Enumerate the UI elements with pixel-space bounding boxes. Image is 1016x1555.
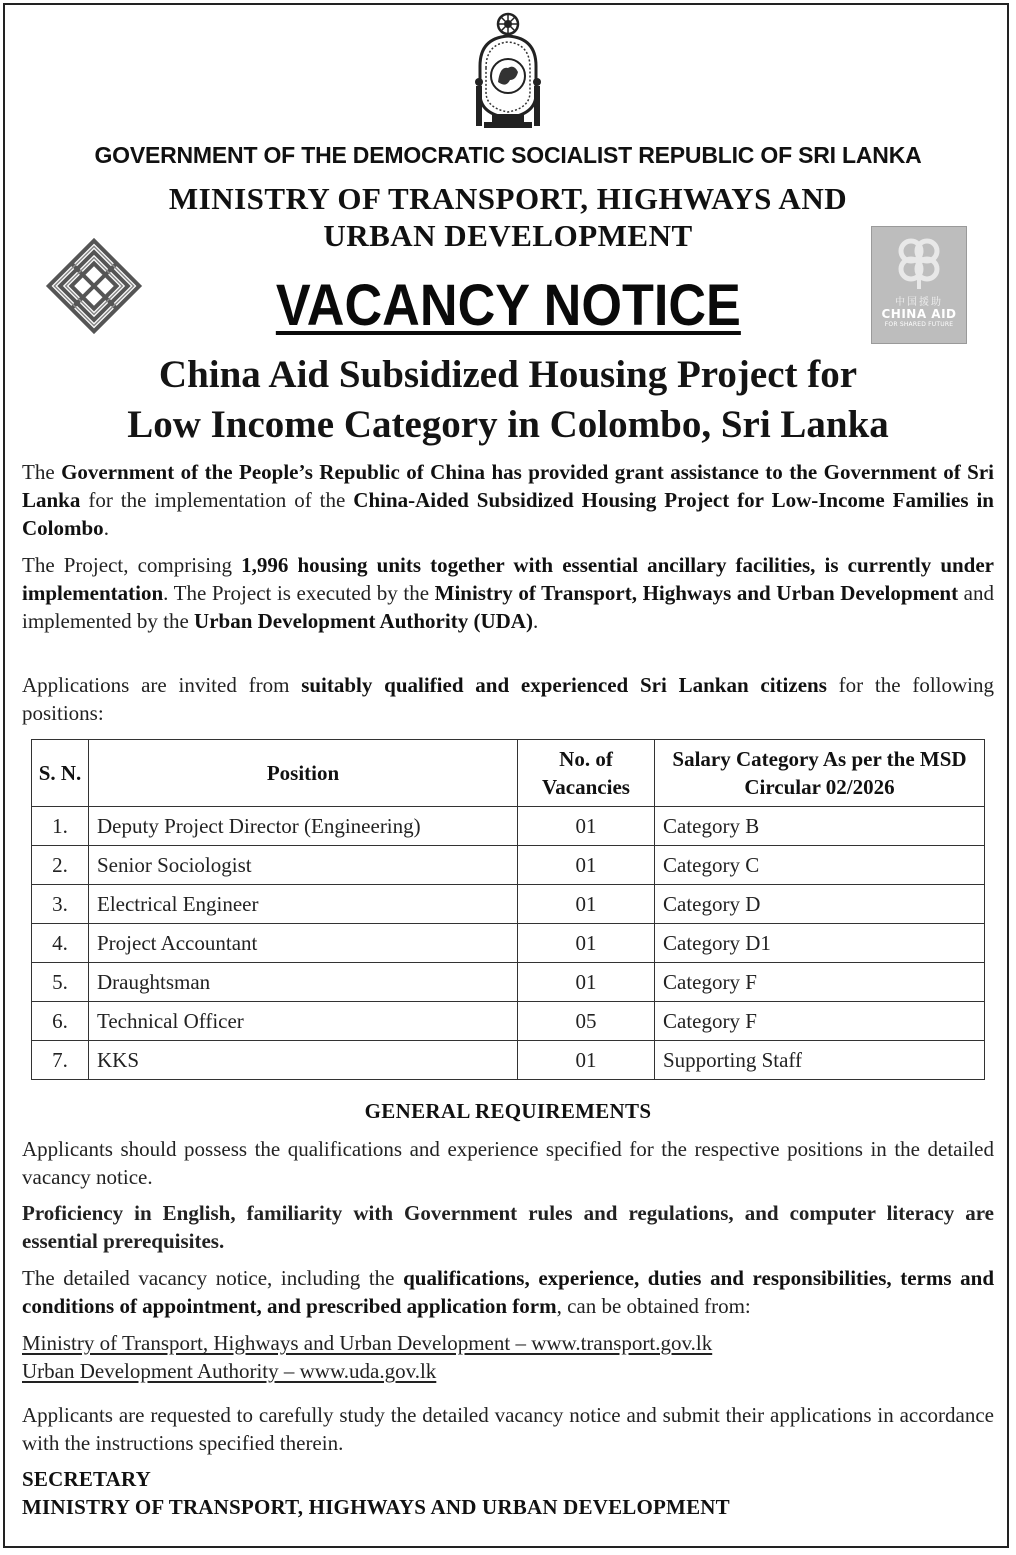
bold-text: Urban Development Authority (UDA) — [194, 609, 533, 633]
text: The detailed vacancy notice, including the — [22, 1266, 404, 1290]
table-header-row — [32, 740, 985, 807]
cell-salary: Category B — [655, 807, 985, 846]
text: , can be obtained from: — [556, 1294, 751, 1318]
china-aid-chinese-text: 中国援助 — [895, 297, 943, 308]
cell-vacancies: 01 — [518, 1041, 655, 1080]
bold-text: Ministry of Transport, Highways and Urban Development — [434, 581, 959, 605]
text: The — [22, 460, 62, 484]
intro-paragraph-2 — [22, 551, 994, 635]
header-position: Position — [89, 740, 518, 807]
text: for the implementation of the — [80, 488, 354, 512]
cell-salary: Supporting Staff — [655, 1041, 985, 1080]
bold-text: China-Aided Subsidized Housing Project for Low-Income Families in Colombo — [22, 488, 994, 540]
text: Applications are invited from — [22, 673, 302, 697]
cell-vacancies: 01 — [518, 885, 655, 924]
table-row — [32, 885, 985, 924]
signature-title: SECRETARY — [22, 1467, 152, 1491]
cell-position: Electrical Engineer — [89, 885, 518, 924]
cell-sn: 2. — [32, 846, 89, 885]
ministry-line-2: URBAN DEVELOPMENT — [323, 218, 693, 253]
text: . The Project is executed by the — [163, 581, 435, 605]
cell-sn: 7. — [32, 1041, 89, 1080]
table-row — [32, 846, 985, 885]
cell-vacancies: 01 — [518, 963, 655, 1002]
bold-text: Government of the People’s Republic of China has provided grant assistance to the Government of Sri Lanka — [22, 460, 994, 512]
project-title — [0, 350, 1016, 450]
cell-sn: 5. — [32, 963, 89, 1002]
signature-block — [22, 1465, 730, 1521]
notice-title — [0, 272, 1016, 339]
cell-vacancies: 05 — [518, 1002, 655, 1041]
table-row — [32, 1041, 985, 1080]
cell-sn: 4. — [32, 924, 89, 963]
text: . — [103, 516, 109, 540]
bold-text: suitably qualified and experienced Sri Lankan citizens — [301, 673, 827, 697]
cell-vacancies: 01 — [518, 846, 655, 885]
header-sn: S. N. — [32, 740, 89, 807]
vacancy-table — [31, 739, 985, 1080]
closing-paragraph: Applicants are requested to carefully study the detailed vacancy notice and submit their applications in accordance with the instructions specified therein. — [22, 1403, 994, 1455]
header-vacancies: No. of Vacancies — [518, 740, 655, 807]
cell-salary: Category F — [655, 1002, 985, 1041]
header-salary: Salary Category As per the MSD Circular 02/2026 — [655, 740, 985, 807]
requirements-paragraph-1: Applicants should possess the qualifications and experience specified for the respective positions in the detailed vacancy notice. — [22, 1137, 994, 1189]
cell-position: Technical Officer — [89, 1002, 518, 1041]
china-aid-subtext: FOR SHARED FUTURE — [884, 321, 954, 328]
china-aid-text: CHINA AID — [881, 307, 957, 321]
cell-position: Senior Sociologist — [89, 846, 518, 885]
signature-org: MINISTRY OF TRANSPORT, HIGHWAYS AND URBAN DEVELOPMENT — [22, 1495, 730, 1519]
cell-vacancies: 01 — [518, 807, 655, 846]
vacancy-notice-text: VACANCY NOTICE — [275, 273, 741, 338]
source-links — [22, 1329, 994, 1385]
table-row — [32, 924, 985, 963]
table-row — [32, 1002, 985, 1041]
cell-position: Project Accountant — [89, 924, 518, 963]
intro-paragraph-1 — [22, 458, 994, 542]
bold-text: 1,996 housing units together with essential ancillary facilities, is currently under implementation — [22, 553, 994, 605]
text: and implemented by the — [22, 581, 994, 633]
cell-salary: Category F — [655, 963, 985, 1002]
cell-salary: Category C — [655, 846, 985, 885]
cell-sn: 6. — [32, 1002, 89, 1041]
requirements-paragraph-2: Proficiency in English, familiarity with Government rules and regulations, and computer literacy are essential prerequisites. — [22, 1201, 994, 1253]
cell-salary: Category D — [655, 885, 985, 924]
requirements-paragraph-3 — [22, 1264, 994, 1320]
cell-salary: Category D1 — [655, 924, 985, 963]
text: for the following positions: — [22, 673, 994, 725]
table-row — [32, 807, 985, 846]
link-uda[interactable]: Urban Development Authority – www.uda.gov.lk — [22, 1359, 437, 1383]
general-requirements-heading: GENERAL REQUIREMENTS — [364, 1099, 652, 1123]
text: . — [532, 609, 539, 633]
cell-sn: 3. — [32, 885, 89, 924]
table-row — [32, 963, 985, 1002]
intro-paragraph-3 — [22, 671, 994, 727]
government-heading: GOVERNMENT OF THE DEMOCRATIC SOCIALIST REPUBLIC OF SRI LANKA — [94, 142, 922, 168]
ministry-line-1: MINISTRY OF TRANSPORT, HIGHWAYS AND — [168, 181, 848, 216]
cell-vacancies: 01 — [518, 924, 655, 963]
link-transport-ministry[interactable]: Ministry of Transport, Highways and Urban Development – www.transport.gov.lk — [22, 1331, 713, 1355]
cell-position: KKS — [89, 1041, 518, 1080]
ministry-heading — [0, 180, 1016, 254]
cell-sn: 1. — [32, 807, 89, 846]
cell-position: Deputy Project Director (Engineering) — [89, 807, 518, 846]
project-title-line-1: China Aid Subsidized Housing Project for — [158, 353, 858, 396]
project-title-line-2: Low Income Category in Colombo, Sri Lanka — [127, 403, 889, 446]
cell-position: Draughtsman — [89, 963, 518, 1002]
sri-lanka-emblem-icon — [466, 8, 550, 136]
text: The Project, comprising — [22, 553, 242, 577]
bold-text: qualifications, experience, duties and responsibilities, terms and conditions of appointment, and prescribed application form — [22, 1266, 994, 1318]
